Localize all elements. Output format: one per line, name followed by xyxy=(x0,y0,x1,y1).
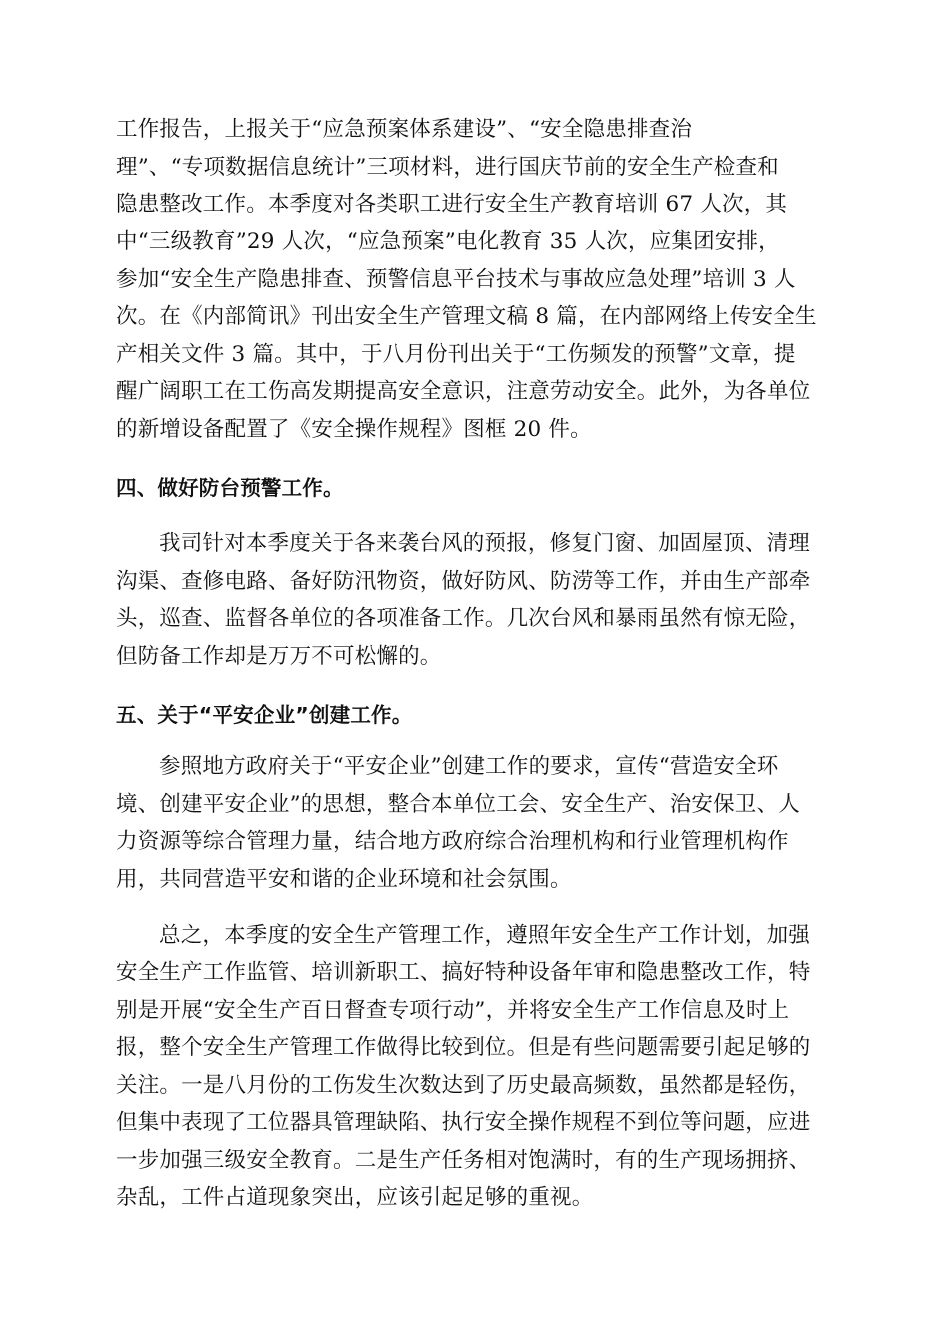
paragraph-line: 产相关文件 3 篇。其中，于八月份刊出关于“工伤频发的预警”文章，提 xyxy=(116,342,796,367)
paragraph-line: 参加“安全生产隐患排查、预警信息平台技术与事故应急处理”培训 3 人 xyxy=(116,267,796,292)
paragraph-line: 我司针对本季度关于各来袭台风的预报，修复门窗、加固屋顶、清理 xyxy=(159,531,811,556)
paragraph-line: 沟渠、查修电路、备好防汛物资，做好防风、防涝等工作，并由生产部牵 xyxy=(116,569,811,594)
paragraph-line: 隐患整改工作。本季度对各类职工进行安全生产教育培训 67 人次，其 xyxy=(116,192,788,217)
paragraph-line: 用，共同营造平安和谐的企业环境和社会氛围。 xyxy=(116,867,572,892)
paragraph-line: 但防备工作却是万万不可松懈的。 xyxy=(116,644,442,669)
paragraph-line: 一步加强三级安全教育。二是生产任务相对饱满时，有的生产现场拥挤、 xyxy=(116,1148,811,1173)
paragraph-line: 中“三级教育”29 人次，“应急预案”电化教育 35 人次，应集团安排， xyxy=(116,229,780,254)
paragraph-line: 头，巡查、监督各单位的各项准备工作。几次台风和暴雨虽然有惊无险， xyxy=(116,606,811,631)
section-heading: 五、关于“平安企业”创建工作。 xyxy=(116,703,413,727)
paragraph-line: 关注。一是八月份的工伤发生次数达到了历史最高频数，虽然都是轻伤， xyxy=(116,1073,811,1098)
paragraph-line: 但集中表现了工位器具管理缺陷、执行安全操作规程不到位等问题，应进 xyxy=(116,1110,811,1135)
paragraph-line: 醒广阔职工在工伤高发期提高安全意识，注意劳动安全。此外，为各单位 xyxy=(116,379,811,404)
section-heading: 四、做好防台预警工作。 xyxy=(116,476,344,500)
paragraph-line: 境、创建平安企业”的思想，整合本单位工会、安全生产、治安保卫、人 xyxy=(116,792,800,817)
paragraph-line: 次。在《内部简讯》刊出安全生产管理文稿 8 篇，在内部网络上传安全生 xyxy=(116,304,817,329)
paragraph-line: 力资源等综合管理力量，结合地方政府综合治理机构和行业管理机构作 xyxy=(116,829,789,854)
paragraph-line: 工作报告，上报关于“应急预案体系建设”、“安全隐患排查治 xyxy=(116,117,693,142)
paragraph-line: 总之，本季度的安全生产管理工作，遵照年安全生产工作计划，加强 xyxy=(159,923,811,948)
paragraph-line: 理”、“专项数据信息统计”三项材料，进行国庆节前的安全生产检查和 xyxy=(116,155,779,180)
paragraph-line: 报，整个安全生产管理工作做得比较到位。但是有些问题需要引起足够的 xyxy=(116,1035,811,1060)
paragraph-line: 别是开展“安全生产百日督查专项行动”，并将安全生产工作信息及时上 xyxy=(116,998,790,1023)
paragraph-line: 安全生产工作监管、培训新职工、搞好特种设备年审和隐患整改工作，特 xyxy=(116,960,811,985)
paragraph-line: 杂乱，工件占道现象突出，应该引起足够的重视。 xyxy=(116,1185,594,1210)
paragraph-line: 的新增设备配置了《安全操作规程》图框 20 件。 xyxy=(116,417,592,442)
paragraph-line: 参照地方政府关于“平安企业”创建工作的要求，宣传“营造安全环 xyxy=(159,754,779,779)
